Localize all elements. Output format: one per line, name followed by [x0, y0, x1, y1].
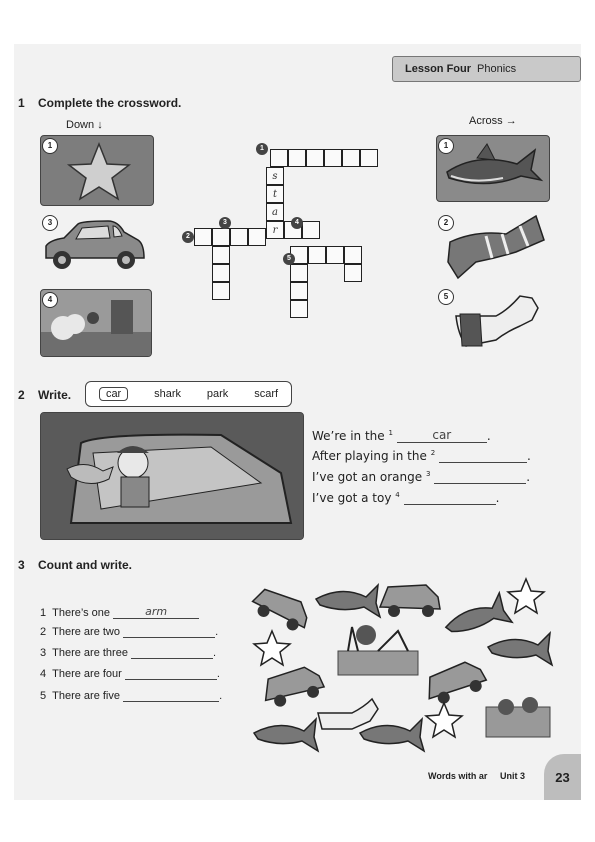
- grid-cell[interactable]: [302, 221, 320, 239]
- shark-icon: [441, 592, 512, 644]
- car-icon: [422, 657, 489, 708]
- grid-cell[interactable]: [194, 228, 212, 246]
- car-icon: [260, 664, 326, 710]
- count-answer-field[interactable]: arm: [113, 605, 199, 619]
- section2-title: Write.: [38, 388, 72, 402]
- grid-cell[interactable]: [248, 228, 266, 246]
- count-item-3: 3 There are three .: [40, 647, 217, 659]
- grid-cell[interactable]: [290, 282, 308, 300]
- answer-field[interactable]: [439, 450, 527, 463]
- section3-title: Count and write.: [38, 558, 132, 572]
- grid-cell[interactable]: [230, 228, 248, 246]
- grid-cell[interactable]: [290, 300, 308, 318]
- grid-cell[interactable]: [212, 246, 230, 264]
- boy-in-car-illustration: [41, 413, 303, 539]
- count-answer-field[interactable]: [123, 626, 215, 638]
- count-item-5: 5 There are five .: [40, 690, 223, 702]
- across-label: Across →: [469, 115, 517, 127]
- grid-cell-filled[interactable]: a: [266, 203, 284, 221]
- park-icon: [486, 697, 550, 737]
- sentence-2: After playing in the $^2$ .: [312, 449, 531, 463]
- grid-cell[interactable]: [306, 149, 324, 167]
- grid-cell-filled[interactable]: t: [266, 185, 284, 203]
- grid-number: 4: [291, 217, 303, 229]
- across-clue-number: 5: [438, 289, 454, 305]
- grid-cell[interactable]: [290, 264, 308, 282]
- count-item-2: 2 There are two .: [40, 626, 219, 638]
- star-icon: [508, 579, 544, 613]
- word-bank-item: scarf: [254, 388, 279, 400]
- shark-icon: [488, 633, 552, 665]
- section1-title: Complete the crossword.: [38, 96, 182, 110]
- lesson-topic: Phonics: [477, 63, 517, 75]
- counting-scene-illustration: [248, 575, 558, 753]
- grid-cell[interactable]: [326, 246, 344, 264]
- star-icon: [254, 631, 290, 665]
- shark-icon: [360, 719, 424, 751]
- down-clue-number: 1: [42, 138, 58, 154]
- count-answer-field[interactable]: [125, 668, 217, 680]
- count-answer-field[interactable]: [123, 690, 219, 702]
- arm-icon: [318, 699, 378, 729]
- lesson-header: [392, 56, 581, 82]
- grid-number: 2: [182, 231, 194, 243]
- sentence-3: I’ve got an orange $^3$ .: [312, 470, 531, 484]
- grid-cell[interactable]: [212, 282, 230, 300]
- footer-unit: Unit 3: [500, 771, 526, 781]
- section3-number: 3: [18, 558, 25, 572]
- arrow-down-icon: ↓: [97, 119, 103, 131]
- sentence-4: I’ve got a toy $^4$ .: [312, 491, 500, 505]
- shark-icon: [254, 719, 318, 751]
- sentence-1: We’re in the $^1$ car .: [312, 428, 491, 443]
- counting-scene: [248, 575, 558, 753]
- word-bank-item: shark: [154, 388, 182, 400]
- grid-cell[interactable]: [308, 246, 326, 264]
- grid-number: 1: [256, 143, 268, 155]
- sentence-sup: 1: [388, 429, 393, 437]
- sentence-sup: 4: [395, 491, 400, 499]
- grid-cell[interactable]: [344, 246, 362, 264]
- lesson-title: Lesson Four: [405, 63, 472, 75]
- word-bank-item: park: [206, 388, 229, 400]
- car-icon: [380, 585, 440, 617]
- footer-topic: Words with ar: [428, 771, 488, 781]
- grid-number: 5: [283, 253, 295, 265]
- car-icon: [248, 583, 313, 635]
- count-item-4: 4 There are four .: [40, 668, 220, 680]
- word-bank-item: car: [99, 387, 128, 401]
- down-label: Down ↓: [66, 119, 103, 131]
- grid-cell[interactable]: [288, 149, 306, 167]
- across-clue-number: 1: [438, 138, 454, 154]
- sentence-sup: 2: [430, 449, 436, 457]
- answer-field[interactable]: [434, 471, 526, 484]
- star-icon: [426, 703, 462, 737]
- grid-cell[interactable]: [342, 149, 360, 167]
- section1-number: 1: [18, 96, 25, 110]
- grid-cell-filled[interactable]: s: [266, 167, 284, 185]
- boy-in-car-picture: [40, 412, 304, 540]
- down-clue-number: 3: [42, 215, 58, 231]
- page-number: 23: [544, 754, 581, 800]
- grid-number: 3: [219, 217, 231, 229]
- park-icon: [338, 625, 418, 675]
- down-clue-number: 4: [42, 292, 58, 308]
- arrow-right-icon: →: [505, 115, 517, 127]
- answer-field[interactable]: car: [397, 428, 487, 443]
- shark-icon: [316, 585, 380, 617]
- count-answer-field[interactable]: [131, 647, 213, 659]
- grid-cell[interactable]: [324, 149, 342, 167]
- sentence-sup: 3: [425, 470, 431, 478]
- grid-cell[interactable]: [212, 228, 230, 246]
- answer-field[interactable]: [404, 492, 496, 505]
- count-item-1: 1 There’s one arm: [40, 605, 199, 619]
- across-clue-number: 2: [438, 215, 454, 231]
- grid-cell-filled[interactable]: r: [266, 221, 284, 239]
- word-bank: [85, 381, 292, 407]
- grid-cell[interactable]: [270, 149, 288, 167]
- grid-cell[interactable]: [344, 264, 362, 282]
- grid-cell[interactable]: [360, 149, 378, 167]
- section2-number: 2: [18, 388, 25, 402]
- grid-cell[interactable]: [212, 264, 230, 282]
